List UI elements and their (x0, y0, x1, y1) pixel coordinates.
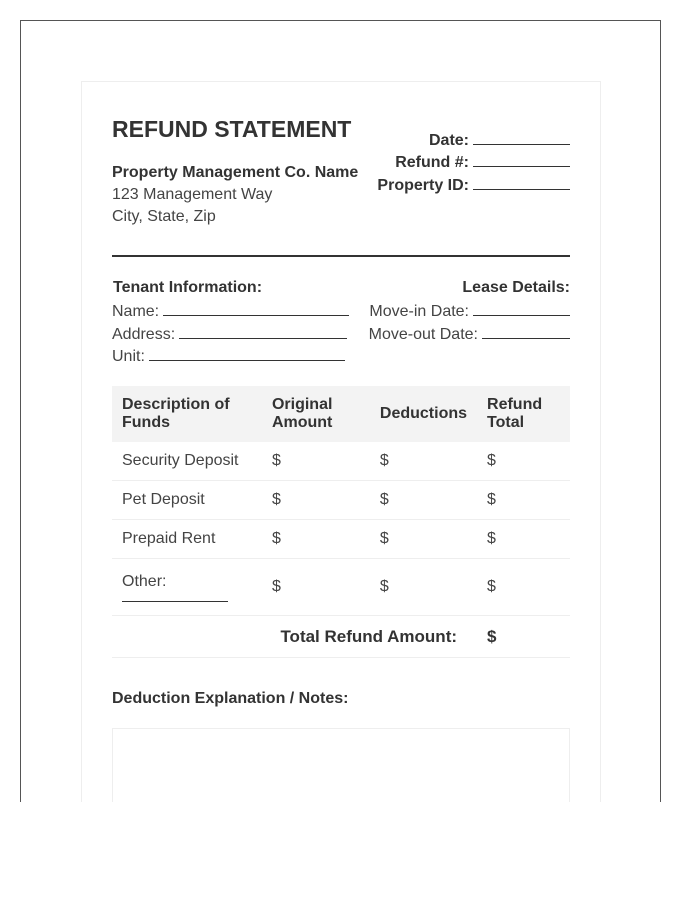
tenant-name-label: Name: (112, 303, 160, 320)
row-original-amount[interactable]: $ (262, 520, 370, 559)
company-address-line1: 123 Management Way (112, 186, 273, 203)
row-refund-total[interactable]: $ (477, 442, 570, 481)
row-refund-total[interactable]: $ (477, 520, 570, 559)
date-field[interactable] (429, 130, 570, 150)
row-description: Pet Deposit (112, 481, 262, 520)
page-bottom-margin (0, 802, 700, 900)
header-original-amount: Original Amount (262, 386, 370, 442)
move-out-date-field[interactable] (369, 324, 570, 344)
tenant-unit-label: Unit: (112, 348, 145, 365)
property-id-field[interactable] (377, 175, 570, 195)
row-description-other[interactable] (112, 559, 262, 616)
header-deductions: Deductions (370, 386, 477, 442)
table-row-other (112, 559, 570, 616)
total-row (112, 616, 570, 658)
property-id-blank-line (473, 175, 570, 190)
tenant-name-blank-line (163, 301, 349, 316)
row-refund-total[interactable]: $ (477, 481, 570, 520)
refund-number-label: Refund #: (395, 154, 469, 171)
tenant-unit-field[interactable] (112, 346, 345, 366)
row-original-amount[interactable]: $ (262, 559, 370, 616)
table-row (112, 442, 570, 481)
tenant-info-heading: Tenant Information: (113, 279, 263, 296)
other-label: Other: (122, 572, 167, 590)
date-blank-line (473, 130, 570, 145)
row-deductions[interactable]: $ (370, 481, 477, 520)
total-refund-label: Total Refund Amount: (112, 616, 477, 658)
company-address-line2: City, State, Zip (112, 208, 216, 225)
row-deductions[interactable]: $ (370, 559, 477, 616)
row-description: Security Deposit (112, 442, 262, 481)
move-out-date-blank-line (482, 324, 570, 339)
tenant-address-blank-line (179, 324, 347, 339)
document-title: REFUND STATEMENT (112, 116, 352, 142)
notes-heading: Deduction Explanation / Notes: (112, 690, 349, 707)
row-deductions[interactable]: $ (370, 442, 477, 481)
table-row (112, 520, 570, 559)
tenant-address-field[interactable] (112, 324, 347, 344)
move-in-date-blank-line (473, 301, 570, 316)
header-description: Description of Funds (112, 386, 262, 442)
move-in-date-label: Move-in Date: (369, 303, 469, 320)
row-original-amount[interactable]: $ (262, 481, 370, 520)
notes-textarea[interactable] (112, 728, 570, 808)
tenant-unit-blank-line (149, 346, 345, 361)
header-divider (112, 255, 570, 257)
lease-details-heading: Lease Details: (462, 279, 570, 296)
table-header-row (112, 386, 570, 442)
date-label: Date: (428, 132, 469, 149)
tenant-name-field[interactable] (112, 301, 349, 321)
company-name: Property Management Co. Name (112, 164, 359, 181)
other-blank-line (122, 601, 228, 602)
row-original-amount[interactable]: $ (262, 442, 370, 481)
row-refund-total[interactable]: $ (477, 559, 570, 616)
move-in-date-field[interactable] (369, 301, 570, 321)
property-id-label: Property ID: (377, 177, 469, 194)
table-row (112, 481, 570, 520)
tenant-address-label: Address: (112, 326, 176, 343)
refund-table (112, 386, 570, 658)
row-deductions[interactable]: $ (370, 520, 477, 559)
total-refund-value[interactable]: $ (477, 616, 570, 658)
refund-number-blank-line (473, 152, 570, 167)
move-out-date-label: Move-out Date: (368, 326, 478, 343)
header-refund-total: Refund Total (477, 386, 570, 442)
refund-number-field[interactable] (395, 152, 570, 172)
row-description: Prepaid Rent (112, 520, 262, 559)
